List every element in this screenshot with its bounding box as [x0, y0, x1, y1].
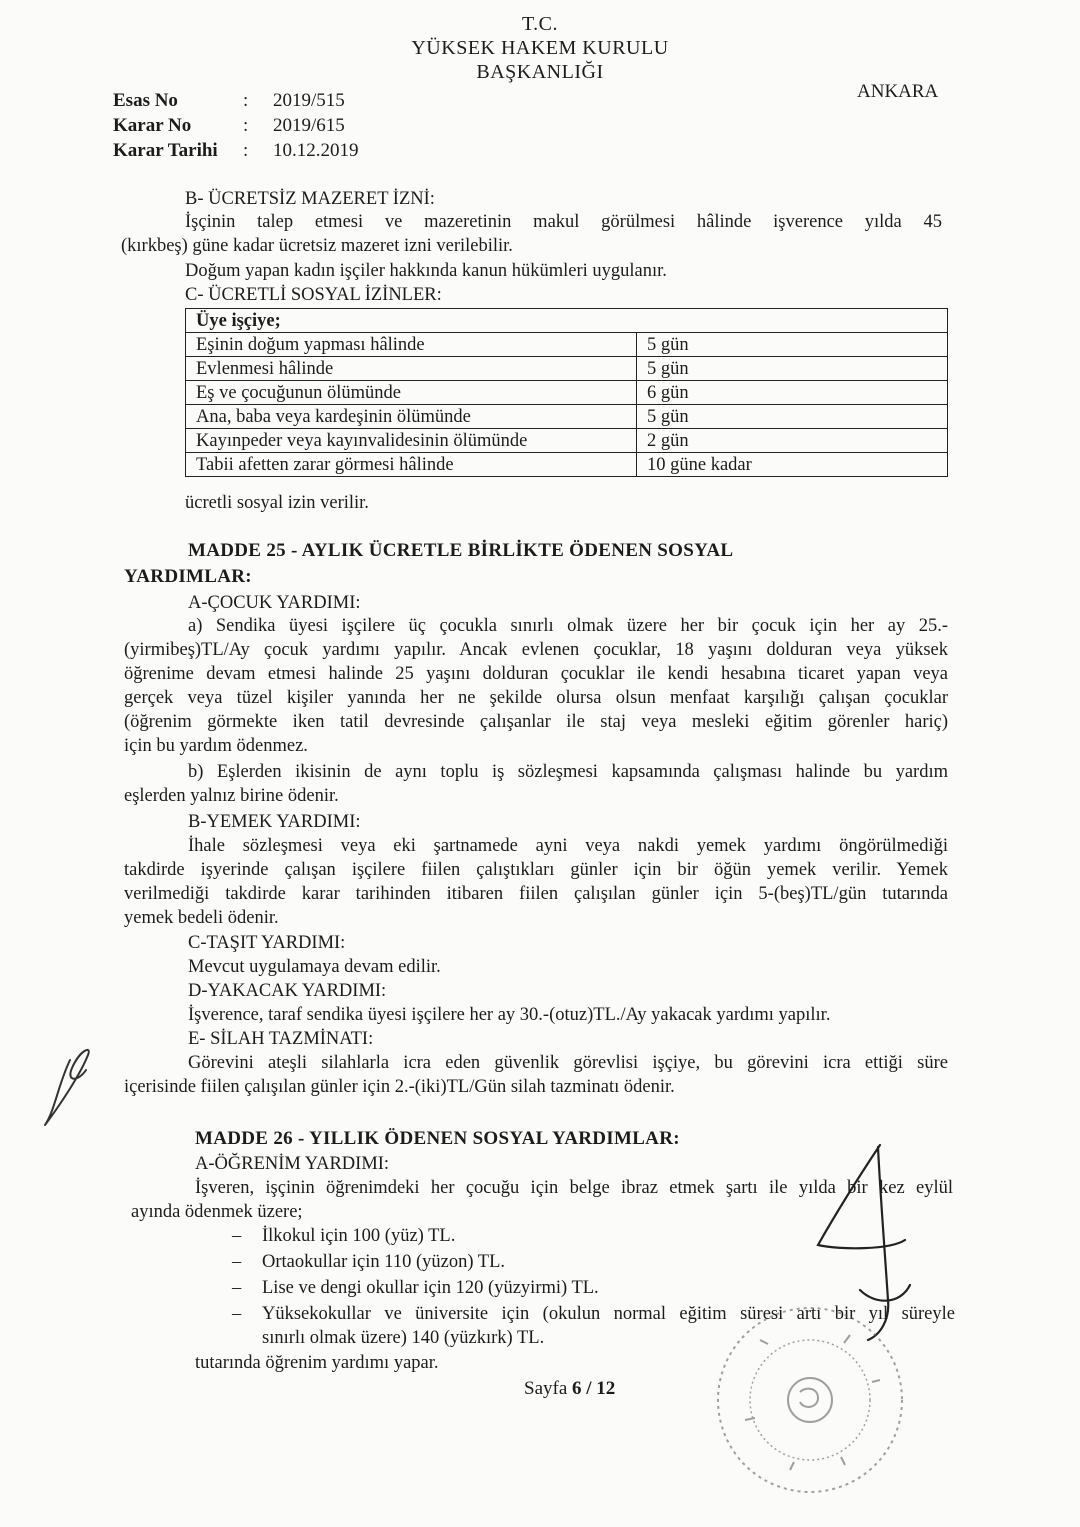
meta-colon: : [243, 90, 249, 111]
meta-label: Karar No [113, 115, 192, 136]
list-bullet: – [232, 1226, 242, 1246]
list-item: Yüksekokullar ve üniversite için (okulun normal eğitim süresi artı bir yıl süreyle [262, 1304, 955, 1324]
cocuk-yardimi-line: (öğrenim görmekte iken tatil devresinde çalışanlar ile staj veya mesleki eğitim görenler hariç) [124, 712, 948, 732]
header-line-court: YÜKSEK HAKEM KURULU [411, 37, 669, 59]
ogrenim-yardimi-outro: tutarında öğrenim yardımı yapar. [195, 1353, 439, 1373]
leave-case: Evlenmesi hâlinde [186, 357, 637, 381]
leave-days: 5 gün [637, 333, 948, 357]
cocuk-yardimi-b-line: eşlerden yalnız birine ödenir. [124, 786, 339, 806]
silah-tazminati-line: Görevini ateşli silahlarla icra eden güvenlik görevlisi işçiye, bu görevini icra ettiği süre [188, 1053, 948, 1073]
list-bullet: – [232, 1278, 242, 1298]
madde-26-title: MADDE 26 - YILLIK ÖDENEN SOSYAL YARDIMLAR: [195, 1128, 680, 1149]
yemek-yardimi-line: yemek bedeli ödenir. [124, 908, 279, 928]
ogrenim-yardimi-line: İşveren, işçinin öğrenimdeki her çocuğu için belge ibraz etmek şartı ile yılda bir kez eylül [195, 1178, 953, 1198]
official-seal [718, 1308, 902, 1492]
silah-tazminati-line: içerisinde fiilen çalışılan günler için 2.-(iki)TL/Gün silah tazminatı ödenir. [124, 1077, 675, 1097]
leave-days: 5 gün [637, 405, 948, 429]
signature [818, 1145, 910, 1340]
leave-days: 6 gün [637, 381, 948, 405]
page-count: 6 / 12 [572, 1378, 616, 1399]
yakacak-yardimi-heading: D-YAKACAK YARDIMI: [188, 981, 387, 1001]
meta-colon: : [243, 140, 249, 161]
cocuk-yardimi-line: gerçek veya tüzel kişiler yanında her ne şekilde olursa olsun menfaat karşılığı çalışan çocuklar [124, 688, 948, 708]
cocuk-yardimi-line: (yirmibeş)TL/Ay çocuk yardımı yapılır. Ancak evlenen çocuklar, 18 yaşını dolduran veya yüksek [124, 640, 948, 660]
meta-value: 2019/515 [273, 90, 345, 111]
yemek-yardimi-line: verilmediği takdirde karar tarihinden itibaren fiilen çalışılan günler için 5-(beş)TL/gün tutarında [124, 884, 948, 904]
ogrenim-yardimi-line: ayında ödenmek üzere; [131, 1202, 303, 1222]
cocuk-yardimi-b-line: b) Eşlerden ikisinin de aynı toplu iş sözleşmesi kapsamında çalışması halinde bu yardım [188, 762, 948, 782]
meta-label: Esas No [113, 90, 178, 111]
meta-value: 10.12.2019 [273, 140, 359, 161]
margin-initials [45, 1050, 89, 1125]
yemek-yardimi-line: takdirde işyerinde çalışan işçilere fiilen çalıştıkları günler için bir öğün yemek verilir. Yemek [124, 860, 948, 880]
list-item-cont: sınırlı olmak üzere) 140 (yüzkırk) TL. [262, 1328, 545, 1348]
ogrenim-yardimi-heading: A-ÖĞRENİM YARDIMI: [195, 1154, 390, 1174]
leave-case: Kayınpeder veya kayınvalidesinin ölümünde [186, 429, 637, 453]
cocuk-yardimi-heading: A-ÇOCUK YARDIMI: [188, 593, 361, 613]
section-b-line: Doğum yapan kadın işçiler hakkında kanun hükümleri uygulanır. [185, 261, 667, 281]
leave-case: Ana, baba veya kardeşinin ölümünde [186, 405, 637, 429]
leave-days: 10 güne kadar [637, 453, 948, 477]
meta-label: Karar Tarihi [113, 140, 218, 161]
meta-colon: : [243, 115, 249, 136]
list-item: Ortaokullar için 110 (yüzon) TL. [262, 1252, 506, 1272]
tasit-yardimi-heading: C-TAŞIT YARDIMI: [188, 933, 346, 953]
section-b-line: (kırkbeş) güne kadar ücretsiz mazeret izni verilebilir. [121, 236, 513, 256]
header-line-presidency: BAŞKANLIĞI [476, 61, 604, 83]
city-label: ANKARA [857, 81, 939, 102]
leave-days: 5 gün [637, 357, 948, 381]
page-label: Sayfa [524, 1378, 568, 1399]
section-b-heading: B- ÜCRETSİZ MAZERET İZNİ: [185, 189, 435, 209]
section-c-footer: ücretli sosyal izin verilir. [185, 493, 369, 513]
madde-25-title-cont: YARDIMLAR: [124, 566, 252, 587]
list-bullet: – [232, 1304, 242, 1324]
meta-value: 2019/615 [273, 115, 345, 136]
list-item: İlkokul için 100 (yüz) TL. [262, 1226, 456, 1246]
leave-days: 2 gün [637, 429, 948, 453]
yemek-yardimi-line: İhale sözleşmesi veya eki şartnamede ayni veya nakdi yemek yardımı öngörülmediği [188, 836, 948, 856]
cocuk-yardimi-line: öğrenime devam etmesi halinde 25 yaşını dolduran çocuklar ile kendi hesabına ticaret yapan veya [124, 664, 948, 684]
tasit-yardimi-line: Mevcut uygulamaya devam edilir. [188, 957, 441, 977]
leave-case: Tabii afetten zarar görmesi hâlinde [186, 453, 637, 477]
silah-tazminati-heading: E- SİLAH TAZMİNATI: [188, 1029, 374, 1049]
yemek-yardimi-heading: B-YEMEK YARDIMI: [188, 812, 361, 832]
cocuk-yardimi-line: için bu yardım ödenmez. [124, 736, 308, 756]
leave-case: Eş ve çocuğunun ölümünde [186, 381, 637, 405]
header-line-tc: T.C. [521, 13, 559, 35]
table-header-cell: Üye işçiye; [186, 309, 948, 333]
cocuk-yardimi-line: a) Sendika üyesi işçilere üç çocukla sınırlı olmak üzere her bir çocuk için her ay 25.- [188, 616, 948, 636]
yakacak-yardimi-line: İşverence, taraf sendika üyesi işçilere her ay 30.-(otuz)TL./Ay yakacak yardımı yapılır. [188, 1005, 831, 1025]
list-bullet: – [232, 1252, 242, 1272]
madde-25-title: MADDE 25 - AYLIK ÜCRETLE BİRLİKTE ÖDENEN SOSYAL [188, 540, 734, 561]
leave-case: Eşinin doğum yapması hâlinde [186, 333, 637, 357]
list-item: Lise ve dengi okullar için 120 (yüzyirmi) TL. [262, 1278, 599, 1298]
section-c-heading: C- ÜCRETLİ SOSYAL İZİNLER: [185, 285, 442, 305]
section-b-line: İşçinin talep etmesi ve mazeretinin makul görülmesi hâlinde işverence yılda 45 [185, 212, 942, 232]
